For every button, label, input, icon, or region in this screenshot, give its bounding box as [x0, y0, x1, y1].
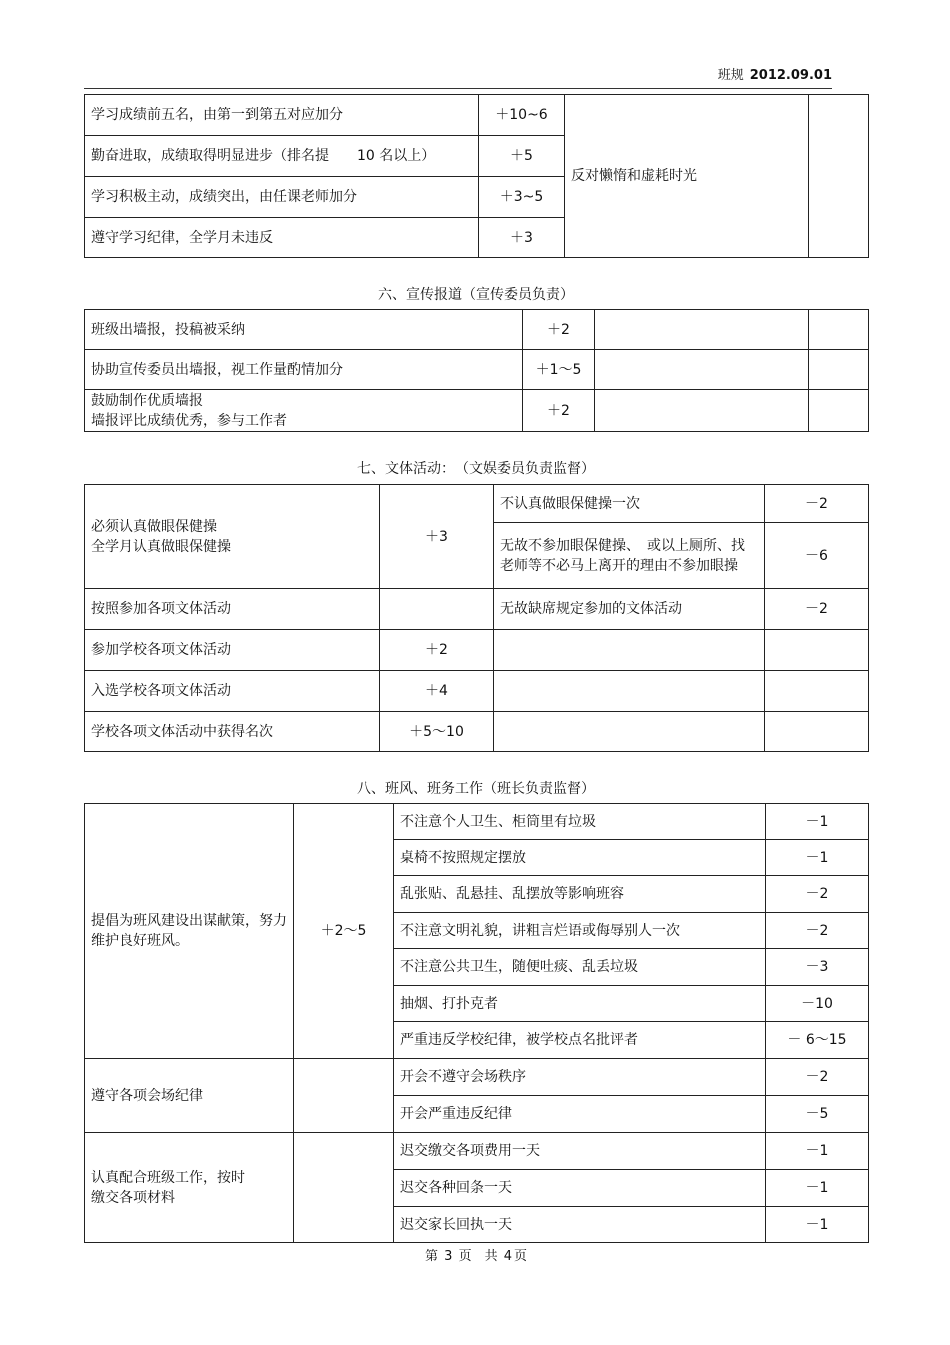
score-cell: [294, 1133, 394, 1243]
table-row: [85, 310, 869, 350]
penalty-cell: 桌椅不按照规定摆放: [394, 840, 766, 876]
table-row: [85, 390, 869, 432]
penalty-score-cell: －1: [766, 804, 869, 840]
item-line: 墙报评比成绩优秀，参与工作者: [91, 412, 287, 429]
penalty-cell: 不注意公共卫生，随便吐痰、乱丢垃圾: [394, 949, 766, 986]
item-cell: 学校各项文体活动中获得名次: [85, 712, 380, 752]
score-cell: ＋3~5: [479, 177, 565, 218]
item-cell: 入选学校各项文体活动: [85, 671, 380, 712]
section-title-activities: 七、文体活动： （文娱委员负责监督）: [357, 461, 595, 477]
penalty-score-cell: －10: [766, 986, 869, 1022]
penalty-cell: [494, 671, 765, 712]
item-cell: [85, 1133, 294, 1243]
item-cell: 勤奋进取，成绩取得明显进步（排名提 10 名以上）: [85, 136, 479, 177]
empty-cell: [809, 95, 869, 258]
score-cell: [380, 589, 494, 630]
item-line: 认真配合班级工作，按时: [91, 1169, 245, 1186]
item-line: 全学月认真做眼保健操: [91, 538, 231, 555]
table-row: [85, 1059, 869, 1096]
item-cell: [85, 485, 380, 589]
penalty-score-cell: －2: [766, 1059, 869, 1096]
page-header: [84, 64, 832, 89]
table-row: [85, 95, 869, 136]
header-label: 班规: [717, 68, 744, 83]
penalty-cell: 开会严重违反纪律: [394, 1096, 766, 1133]
penalty-cell: 严重违反学校纪律，被学校点名批评者: [394, 1022, 766, 1059]
section-title-publicity: 六、宣传报道（宣传委员负责）: [378, 287, 574, 303]
penalty-score-cell: －1: [766, 1170, 869, 1207]
item-cell: 学习积极主动，成绩突出，由任课老师加分: [85, 177, 479, 218]
empty-cell: [595, 390, 809, 432]
score-cell: ＋2～5: [294, 804, 394, 1059]
footer-suffix: 页: [514, 1249, 528, 1264]
penalty-cell: 不认真做眼保健操一次: [494, 485, 765, 523]
penalty-cell: 迟交各种回条一天: [394, 1170, 766, 1207]
page-footer: [84, 1248, 868, 1266]
score-cell: ＋2: [523, 390, 595, 432]
item-cell: 参加学校各项文体活动: [85, 630, 380, 671]
score-cell: ＋1～5: [523, 350, 595, 390]
table-row: [85, 630, 869, 671]
score-cell: ＋2: [523, 310, 595, 350]
item-cell: 提倡为班风建设出谋献策，努力维护良好班风。: [85, 804, 294, 1059]
empty-cell: [809, 350, 869, 390]
score-cell: ＋2: [380, 630, 494, 671]
empty-cell: [809, 390, 869, 432]
penalty-score-cell: －1: [766, 840, 869, 876]
penalty-cell: 抽烟、打扑克者: [394, 986, 766, 1022]
penalty-score-cell: [765, 712, 869, 752]
empty-cell: [809, 310, 869, 350]
table-row: [85, 485, 869, 523]
penalty-cell: [494, 712, 765, 752]
penalty-cell: 迟交家长回执一天: [394, 1207, 766, 1243]
table-row: [85, 1133, 869, 1170]
item-cell: [85, 390, 523, 432]
table-row: [85, 671, 869, 712]
item-line: 必须认真做眼保健操: [91, 518, 217, 535]
penalty-score-cell: －2: [766, 876, 869, 913]
score-cell: ＋4: [380, 671, 494, 712]
empty-cell: [595, 350, 809, 390]
penalty-cell: 乱张贴、乱悬挂、乱摆放等影响班容: [394, 876, 766, 913]
item-line: 缴交各项材料: [91, 1189, 175, 1206]
penalty-score-cell: － 6～15: [766, 1022, 869, 1059]
penalty-cell: 不注意个人卫生、柜筒里有垃圾: [394, 804, 766, 840]
penalty-cell: 不注意文明礼貌，讲粗言烂语或侮辱别人一次: [394, 913, 766, 949]
score-cell: [294, 1059, 394, 1133]
publicity-table: [84, 309, 869, 432]
item-cell: 遵守学习纪律，全学月未违反: [85, 218, 479, 258]
penalty-cell: [494, 630, 765, 671]
footer-total-pages: 4: [503, 1249, 512, 1264]
penalty-score-cell: －2: [765, 485, 869, 523]
penalty-score-cell: －5: [766, 1096, 869, 1133]
activities-table: [84, 484, 869, 752]
penalty-score-cell: －2: [765, 589, 869, 630]
score-cell: ＋3: [479, 218, 565, 258]
score-cell: ＋3: [380, 485, 494, 589]
class-affairs-table: [84, 803, 869, 1243]
penalty-cell: 无故不参加眼保健操、 或以上厕所、找老师等不必马上离开的理由不参加眼操: [494, 523, 765, 589]
item-cell: 按照参加各项文体活动: [85, 589, 380, 630]
penalty-cell: 迟交缴交各项费用一天: [394, 1133, 766, 1170]
study-table: [84, 94, 869, 258]
table-row: [85, 712, 869, 752]
item-cell: 协助宣传委员出墙报，视工作量酌情加分: [85, 350, 523, 390]
penalty-score-cell: [765, 630, 869, 671]
penalty-score-cell: －6: [765, 523, 869, 589]
table-row: [85, 589, 869, 630]
item-cell: 遵守各项会场纪律: [85, 1059, 294, 1133]
header-code: 2012.09.01: [749, 68, 832, 83]
penalty-score-cell: －1: [766, 1133, 869, 1170]
penalty-cell: 开会不遵守会场秩序: [394, 1059, 766, 1096]
penalty-score-cell: －2: [766, 913, 869, 949]
section-title-class-affairs: 八、班风、班务工作（班长负责监督）: [357, 781, 595, 797]
penalty-score-cell: －3: [766, 949, 869, 986]
item-line: 鼓励制作优质墙报: [91, 392, 203, 409]
footer-page-number: 3: [444, 1249, 453, 1264]
score-cell: ＋5: [479, 136, 565, 177]
item-cell: 班级出墙报，投稿被采纳: [85, 310, 523, 350]
penalty-score-cell: [765, 671, 869, 712]
footer-mid: 页 共: [458, 1249, 498, 1264]
footer-prefix: 第: [424, 1249, 438, 1264]
penalty-cell: 反对懒惰和虚耗时光: [565, 95, 809, 258]
empty-cell: [595, 310, 809, 350]
score-cell: ＋10~6: [479, 95, 565, 136]
table-row: [85, 804, 869, 840]
penalty-cell: 无故缺席规定参加的文体活动: [494, 589, 765, 630]
table-row: [85, 350, 869, 390]
item-cell: 学习成绩前五名，由第一到第五对应加分: [85, 95, 479, 136]
penalty-score-cell: －1: [766, 1207, 869, 1243]
score-cell: ＋5～10: [380, 712, 494, 752]
